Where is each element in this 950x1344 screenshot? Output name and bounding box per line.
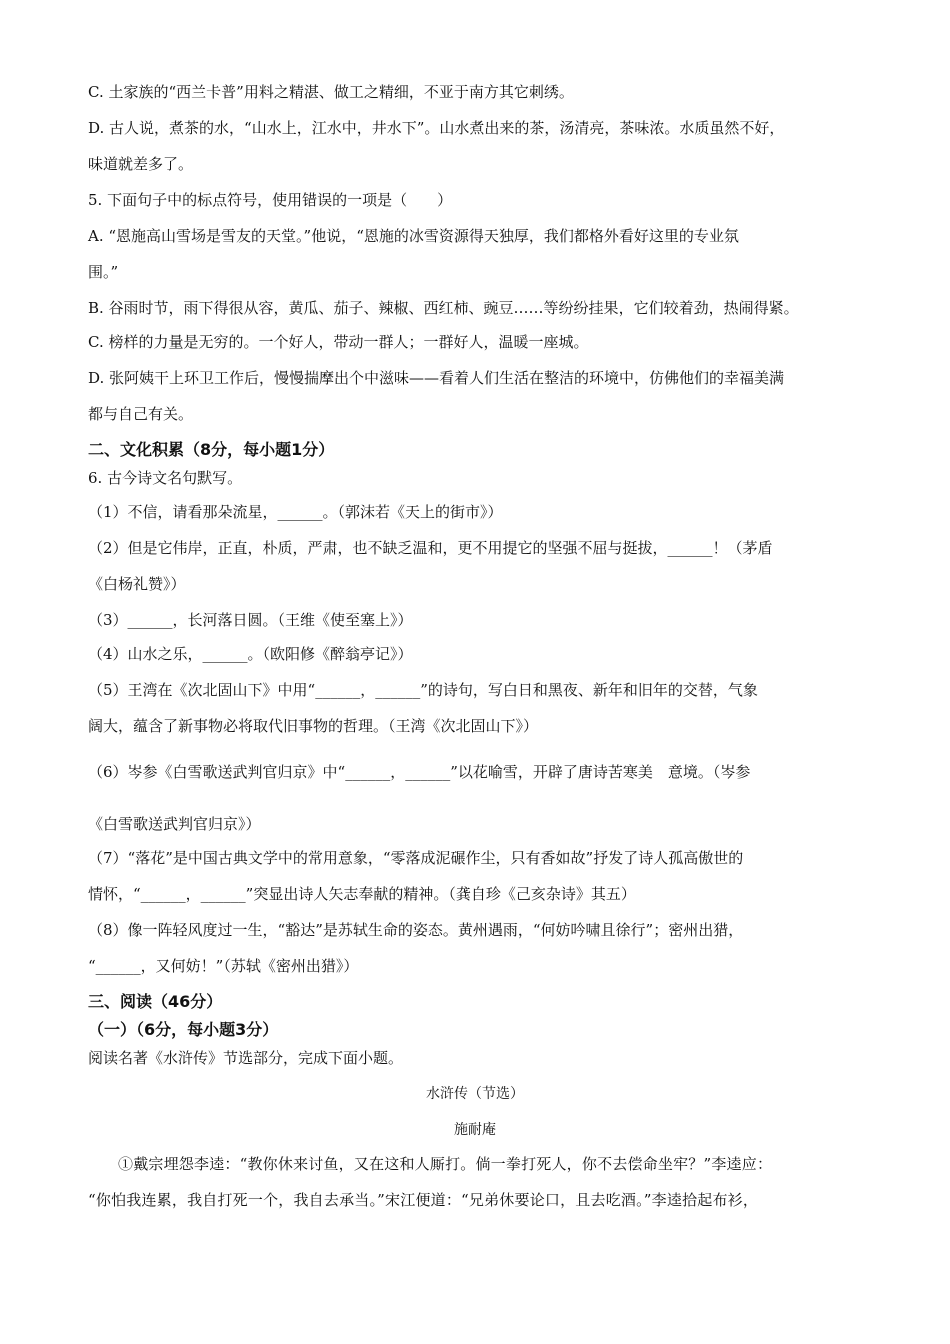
- q5-option-b: B. 谷雨时节，雨下得很从容，黄瓜、茄子、辣椒、西红柿、豌豆……等纷纷挂果，它们较着劲，热闹得紧。: [88, 299, 799, 317]
- q6-item-8: （8）像一阵轻风度过一生，“豁达”是苏轼生命的姿态。黄州遇雨，“何妨吟啸且徐行”；密州出猎，: [88, 921, 744, 939]
- reading-instruction: 阅读名著《水浒传》节选部分，完成下面小题。: [88, 1049, 404, 1067]
- q6-item-7: （7）“落花”是中国古典文学中的常用意象，“零落成泥碾作尘，只有香如故”抒发了诗人孤高傲世的: [88, 849, 744, 867]
- q6-item-1: （1）不信，请看那朵流星，______。（郭沫若《天上的街市》）: [88, 503, 503, 521]
- q5-option-d-continuation: 都与自己有关。: [88, 405, 194, 423]
- q5-option-a-continuation: 围。”: [88, 263, 119, 281]
- question-5: 5. 下面句子中的标点符号，使用错误的一项是（ ）: [88, 191, 453, 209]
- q6-item-6: （6）岑参《白雪歌送武判官归京》中“______，______”以花喻雪，开辟了唐诗苦寒美 意境。（岑参: [88, 763, 751, 781]
- q6-item-2: （2）但是它伟岸，正直，朴质，严肃，也不缺乏温和，更不用提它的坚强不屈与挺拔，______！（茅盾: [88, 539, 773, 557]
- q6-item-6-continuation: 《白雪歌送武判官归京》）: [88, 815, 261, 833]
- q6-item-7-continuation: 情怀，“______，______”突显出诗人矢志奉献的精神。（龚自珍《己亥杂诗》其五）: [88, 885, 636, 903]
- q6-item-5-continuation: 阔大，蕴含了新事物必将取代旧事物的哲理。（王湾《次北固山下》）: [88, 717, 539, 735]
- q6-item-3: （3）______，长河落日圆。（王维《使至塞上》）: [88, 611, 413, 629]
- question-6: 6. 古今诗文名句默写。: [88, 469, 243, 487]
- section-2-heading: 二、文化积累（8分，每小题1分）: [88, 440, 335, 459]
- section-3-heading: 三、阅读（46分）: [88, 992, 223, 1011]
- q6-item-2-continuation: 《白杨礼赞》）: [88, 575, 186, 593]
- q6-item-4: （4）山水之乐，______。（欧阳修《醉翁亭记》）: [88, 645, 413, 663]
- option-d-line: D. 古人说，煮茶的水，“山水上，江水中，井水下”。山水煮出来的茶，汤清亮，茶味浓。水质虽然不好，: [88, 119, 785, 137]
- subsection-1-heading: （一）（6分，每小题3分）: [88, 1020, 279, 1039]
- q6-item-8-continuation: “______，又何妨！”（苏轼《密州出猎》）: [88, 957, 359, 975]
- q5-option-d: D. 张阿姨干上环卫工作后，慢慢揣摩出个中滋味——看着人们生活在整洁的环境中，仿佛他们的幸福美满: [88, 369, 785, 387]
- passage-paragraph-1-continuation: “你怕我连累，我自打死一个，我自去承当。”宋江便道：“兄弟休要论口，且去吃酒。”李逵拾起布衫，: [88, 1191, 759, 1209]
- passage-paragraph-1: ①戴宗埋怨李逵：“教你休来讨鱼，又在这和人厮打。倘一拳打死人，你不去偿命坐牢？”李逵应：: [118, 1155, 773, 1173]
- option-c-line: C. 土家族的“西兰卡普”用料之精湛、做工之精细，不亚于南方其它刺绣。: [88, 83, 574, 101]
- q6-item-5: （5）王湾在《次北固山下》中用“______，______”的诗句，写白日和黑夜、新年和旧年的交替，气象: [88, 681, 758, 699]
- passage-title: 水浒传（节选）: [426, 1086, 524, 1102]
- passage-author: 施耐庵: [454, 1122, 496, 1138]
- q5-option-c: C. 榜样的力量是无穷的。一个好人，带动一群人；一群好人，温暖一座城。: [88, 333, 589, 351]
- option-d-continuation: 味道就差多了。: [88, 155, 194, 173]
- q5-option-a: A. “恩施高山雪场是雪友的天堂。”他说，“恩施的冰雪资源得天独厚，我们都格外看好这里的专业氛: [88, 227, 739, 245]
